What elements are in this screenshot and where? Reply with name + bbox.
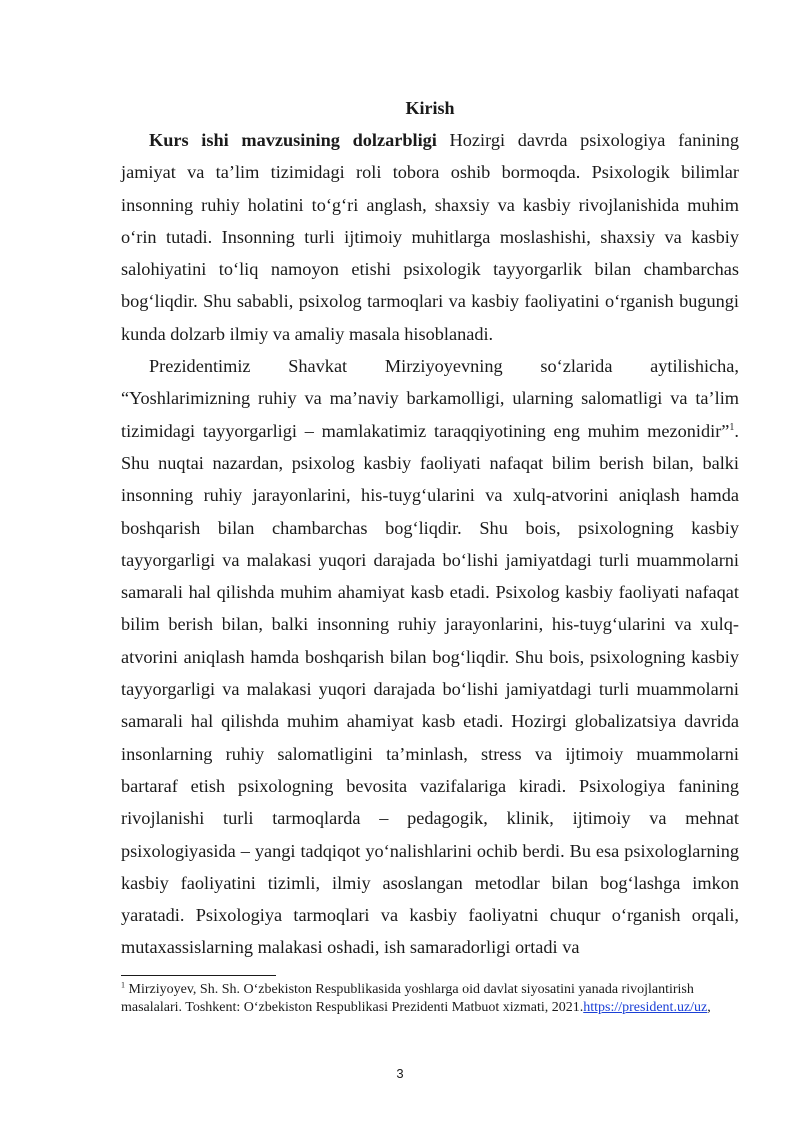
- footnote-separator: [121, 975, 276, 976]
- paragraph-text-quote: Prezidentimiz Shavkat Mirziyoyevning so‘zlarida aytilishicha, “Yoshlarimizning ruhiy va ma’naviy barkamolligi, ularning salomatligi va ta’lim tizimidagi tayyorgarligi – mamlakatimiz taraqqiyotining eng muhim mezonidir”: [121, 356, 739, 441]
- paragraph-text: Hozirgi davrda psixologiya fanining jamiyat va ta’lim tizimidagi roli tobora oshib bormoqda. Psixologik bilimlar insonning ruhiy holatini to‘g‘ri anglash, shaxsiy va kasbiy rivojlanishida muhim o‘rin tutadi. Insonning turli ijtimoiy muhitlarga moslashishi, shaxsiy va kasbiy salohiyatini to‘liq namoyon etishi psixologik tayyorgarlik bilan chambarchas bog‘liqdir. Shu sababli, psixolog tarmoqlari va kasbiy faoliyatini o‘rganish bugungi kunda dolzarb ilmiy va amaliy masala hisoblanadi.: [121, 130, 739, 344]
- paragraph-lead-bold: Kurs ishi mavzusining dolzarbligi: [149, 130, 437, 150]
- paragraph-president-quote: [121, 350, 739, 964]
- footnote-text: Mirziyoyev, Sh. Sh. O‘zbekiston Respublikasida yoshlarga oid davlat siyosatini yanada rivojlantirish masalalari. Toshkent: O‘zbekiston Respublikasi Prezidenti Matbuot xizmati, 2021.: [121, 982, 694, 1015]
- footnote-marker: 1: [121, 980, 125, 990]
- paragraph-text-continued: . Shu nuqtai nazardan, psixolog kasbiy faoliyati nafaqat bilim berish bilan, balki insonning ruhiy jarayonlarini, his-tuyg‘ularini va xulq-atvorini aniqlash hamda boshqarish bilan chambarchas bog‘liqdir. Shu bois, psixologning kasbiy tayyorgarligi va malakasi yuqori darajada bo‘lishi jamiyatdagi turli muammolarni samarali hal qilishda muhim ahamiyat kasb etadi. Psixolog kasbiy faoliyati nafaqat bilim berish bilan, balki insonning ruhiy jarayonlarini, his-tuyg‘ularini va xulq-atvorini aniqlash hamda boshqarish bilan bog‘liqdir. Shu bois, psixologning kasbiy tayyorgarligi va malakasi yuqori darajada bo‘lishi jamiyatdagi turli muammolarni samarali hal qilishda muhim ahamiyat kasb etadi. Hozirgi globalizatsiya davrida insonlarning ruhiy salomatligini ta’minlash, stress va ijtimoiy muammolarni bartaraf etish psixologning bevosita vazifalariga kiradi. Psixologiya fanining rivojlanishi turli tarmoqlarda – pedagogik, klinik, ijtimoiy va mehnat psixologiyasida – yangi tadqiqot yo‘nalishlarini ochib berdi. Bu esa psixologlarning kasbiy faoliyatini tizimli, ilmiy asoslangan metodlar bilan bog‘lashga imkon yaratadi. Psixologiya tarmoqlari va kasbiy faoliyatni chuqur o‘rganish orqali, mutaxassislarning malakasi oshadi, ish samaradorligi ortadi va: [121, 420, 739, 958]
- page-number: 3: [396, 1066, 404, 1081]
- footnote-reference[interactable]: 1: [729, 421, 735, 433]
- footnote: [121, 981, 739, 1017]
- footnote-trailing-comma: ,: [707, 1000, 711, 1015]
- footnote-link[interactable]: https://president.uz/uz: [583, 1000, 708, 1015]
- section-heading: Kirish: [405, 98, 455, 118]
- paragraph-relevance: [121, 124, 739, 350]
- document-body: [121, 92, 739, 964]
